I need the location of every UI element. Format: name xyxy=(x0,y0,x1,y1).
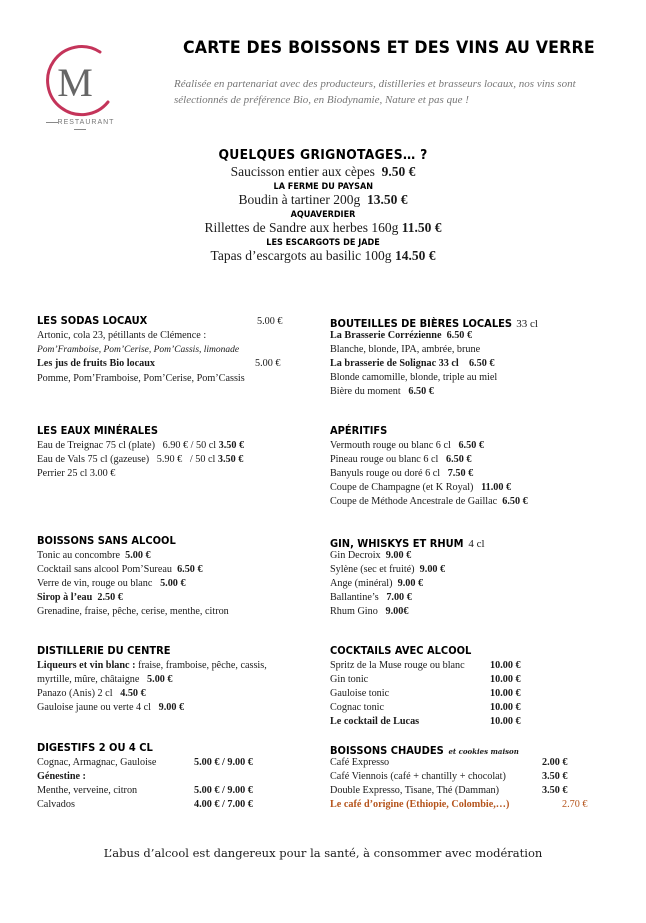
digestif-row xyxy=(37,770,297,784)
aperitifs-section xyxy=(330,424,620,509)
hot-row xyxy=(330,770,620,784)
sodas-section xyxy=(37,314,297,386)
digestif-row xyxy=(37,784,297,798)
distillery-section xyxy=(37,644,307,715)
water-size: / 50 cl xyxy=(189,454,216,465)
aperitif-row xyxy=(330,453,620,467)
beer-desc: Blanche, blonde, IPA, ambrée, brune xyxy=(330,344,481,355)
hot-row-highlight xyxy=(330,798,620,812)
hot-drinks-note: et cookies maison xyxy=(448,747,519,756)
sirop-flavors: Grenadine, fraise, pêche, cerise, menthe, citron xyxy=(37,606,229,617)
water-price-small: 3.50 € xyxy=(217,454,244,465)
aperitif-name: Vermouth rouge ou blanc 6 cl xyxy=(330,440,451,451)
juice-label: Les jus de fruits Bio locaux xyxy=(37,358,156,369)
cocktail-name: Le cocktail de Lucas xyxy=(330,716,420,727)
distillery-row xyxy=(37,701,307,715)
cocktail-name: Gin tonic xyxy=(330,674,369,685)
liqueur-flavors: fraise, framboise, pêche, cassis, xyxy=(138,660,267,671)
waters-title: LES EAUX MINÉRALES xyxy=(37,424,158,437)
spirits-section xyxy=(330,534,620,619)
cocktail-price: 10.00 € xyxy=(490,716,521,727)
snack-name: Tapas d’escargots au basilic 100g xyxy=(210,248,392,263)
soft-row xyxy=(37,577,297,591)
distillery-title: DISTILLERIE DU CENTRE xyxy=(37,644,171,657)
beer-price: 6.50 € xyxy=(446,330,473,341)
sodas-price: 5.00 € xyxy=(257,316,283,327)
hot-drinks-section xyxy=(330,741,620,812)
cocktail-row xyxy=(330,673,620,687)
digestifs-title: DIGESTIFS 2 OU 4 CL xyxy=(37,741,153,754)
cocktail-name: Cognac tonic xyxy=(330,702,385,713)
aperitif-price: 11.00 € xyxy=(481,482,512,493)
distillery-name: Gauloise jaune ou verte 4 cl xyxy=(37,702,152,713)
beers-unit: 33 cl xyxy=(516,318,538,330)
sirop-row xyxy=(37,591,297,605)
page-title: CARTE DES BOISSONS ET DES VINS AU VERRE xyxy=(183,38,595,58)
spirit-price: 9.00 € xyxy=(419,564,446,575)
aperitif-price: 6.50 € xyxy=(446,454,472,465)
spirit-price: 9.00 € xyxy=(385,550,412,561)
beer-row xyxy=(330,357,620,371)
spirit-row xyxy=(330,605,620,619)
water-price: 3.00 € xyxy=(89,468,116,479)
cocktail-name: Gauloise tonic xyxy=(330,688,390,699)
digestif-name: Calvados xyxy=(37,799,75,810)
cocktail-price: 10.00 € xyxy=(490,702,521,713)
aperitif-name: Coupe de Méthode Ancestrale de Gaillac xyxy=(330,496,498,507)
snack-producer: LA FERME DU PAYSAN xyxy=(273,182,373,192)
beer-row xyxy=(330,329,620,343)
aperitif-price: 6.50 € xyxy=(458,440,484,451)
beer-name: La brasserie de Solignac 33 cl xyxy=(330,358,459,369)
beer-name: La Brasserie Corrézienne xyxy=(330,330,442,341)
spirit-price: 9.00€ xyxy=(385,606,409,617)
digestif-price: 5.00 € / 9.00 € xyxy=(194,757,253,768)
snack-item xyxy=(0,220,646,236)
logo-restaurant-label: RESTAURANT xyxy=(57,119,115,126)
cocktails-section xyxy=(330,644,620,729)
distillery-row xyxy=(37,687,307,701)
aperitifs-title: APÉRITIFS xyxy=(330,424,388,437)
water-name: Eau de Vals 75 cl (gazeuse) xyxy=(37,454,150,465)
spirit-name: Gin Decroix xyxy=(330,550,381,561)
water-name: Eau de Treignac 75 cl (plate) xyxy=(37,440,155,451)
liqueur-row xyxy=(37,659,307,673)
cocktail-row xyxy=(330,659,620,673)
water-name: Perrier 25 cl xyxy=(37,468,88,479)
snack-price: 9.50 € xyxy=(381,164,416,179)
digestif-price: 5.00 € / 9.00 € xyxy=(194,785,253,796)
water-row xyxy=(37,453,297,467)
snack-producer: LES ESCARGOTS DE JADE xyxy=(266,238,380,248)
spirit-row xyxy=(330,591,620,605)
beer-desc: Blonde camomille, blonde, triple au miel xyxy=(330,372,498,383)
beer-row xyxy=(330,385,620,399)
spirit-name: Ange (minéral) xyxy=(330,578,393,589)
waters-section xyxy=(37,424,297,481)
soft-price: 6.50 € xyxy=(177,564,203,575)
sodas-flavors: Pom’Framboise, Pom’Cerise, Pom’Cassis, limonade xyxy=(37,345,240,355)
snack-name: Rillettes de Sandre aux herbes 160g xyxy=(204,220,399,235)
water-price: 6.90 € xyxy=(162,440,189,451)
aperitif-row xyxy=(330,495,620,509)
digestif-row xyxy=(37,756,297,770)
cocktail-price: 10.00 € xyxy=(490,688,521,699)
spirit-price: 9.00 € xyxy=(397,578,424,589)
liqueur-row xyxy=(37,673,307,687)
snack-item xyxy=(0,248,646,264)
snack-price: 11.50 € xyxy=(401,220,442,235)
snack-item xyxy=(0,192,646,208)
spirits-unit: 4 cl xyxy=(468,538,485,550)
spirit-name: Sylène (sec et fruité) xyxy=(330,564,415,575)
cocktail-price: 10.00 € xyxy=(490,660,521,671)
soft-name: Cocktail sans alcool Pom’Sureau xyxy=(37,564,172,575)
cocktail-price: 10.00 € xyxy=(490,674,521,685)
digestif-name: Génestine : xyxy=(37,771,86,782)
snack-price: 14.50 € xyxy=(394,248,436,263)
aperitif-name: Banyuls rouge ou doré 6 cl xyxy=(330,468,441,479)
hot-name: Double Expresso, Tisane, Thé (Damman) xyxy=(330,785,500,796)
beers-section xyxy=(330,314,620,399)
snacks-title: QUELQUES GRIGNOTAGES… ? xyxy=(218,148,428,163)
hot-price: 2.00 € xyxy=(542,757,568,768)
soft-drinks-title: BOISSONS SANS ALCOOL xyxy=(37,534,176,547)
distillery-price: 4.50 € xyxy=(120,688,146,699)
health-warning: L’abus d’alcool est dangereux pour la santé, à consommer avec modération xyxy=(103,846,543,860)
juice-flavors: Pomme, Pom’Framboise, Pom’Cerise, Pom’Cassis xyxy=(37,373,245,384)
cocktail-row xyxy=(330,687,620,701)
aperitif-name: Coupe de Champagne (et K Royal) xyxy=(330,482,474,493)
page-subtitle: Réalisée en partenariat avec des producteurs, distilleries et brasseurs locaux, nos vins sont sélectionnés de préférence Bio, en Biodynamie, Nature et pas que ! xyxy=(174,78,576,106)
hot-row xyxy=(330,756,620,770)
beer-name: Bière du moment xyxy=(330,386,401,397)
aperitif-price: 7.50 € xyxy=(447,468,474,479)
aperitif-name: Pineau rouge ou blanc 6 cl xyxy=(330,454,439,465)
liqueur-flavors-2: myrtille, mûre, châtaigne xyxy=(37,674,140,685)
distillery-name: Panazo (Anis) 2 cl xyxy=(37,688,113,699)
spirits-title: GIN, WHISKYS ET RHUM xyxy=(330,537,464,550)
water-price-small: 3.50 € xyxy=(218,440,245,451)
snack-name: Saucisson entier aux cèpes xyxy=(230,164,375,179)
soft-price: 5.00 € xyxy=(160,578,186,589)
logo-letter: M xyxy=(57,60,93,105)
aperitif-row xyxy=(330,481,620,495)
soft-drinks-section xyxy=(37,534,297,619)
water-price: 5.90 € xyxy=(156,454,183,465)
logo-text xyxy=(40,119,120,133)
soft-name: Verre de vin, rouge ou blanc xyxy=(37,578,153,589)
digestif-price: 4.00 € / 7.00 € xyxy=(194,799,253,810)
beer-price: 6.50 € xyxy=(408,386,434,397)
spirit-name: Rhum Gino xyxy=(330,606,378,617)
aperitif-row xyxy=(330,439,620,453)
liqueur-price: 5.00 € xyxy=(147,674,173,685)
water-size: / 50 cl xyxy=(190,440,217,451)
spirit-price: 7.00 € xyxy=(386,592,412,603)
soft-name: Tonic au concombre xyxy=(37,550,121,561)
water-row xyxy=(37,467,297,481)
snack-name: Boudin à tartiner 200g xyxy=(238,192,361,207)
snacks-section xyxy=(0,148,646,264)
snack-producer: AQUAVERDIER xyxy=(290,210,356,220)
logo-circle-icon xyxy=(22,44,132,124)
beers-title: BOUTEILLES DE BIÈRES LOCALES xyxy=(330,317,513,330)
sodas-line: Artonic, cola 23, pétillants de Clémence : xyxy=(37,330,207,341)
cocktail-row xyxy=(330,715,620,729)
liqueur-label: Liqueurs et vin blanc : xyxy=(37,660,136,671)
spirit-row xyxy=(330,549,620,563)
digestifs-section xyxy=(37,741,297,812)
spirit-row xyxy=(330,563,620,577)
cocktail-name: Spritz de la Muse rouge ou blanc xyxy=(330,660,465,671)
soft-price: 5.00 € xyxy=(125,550,151,561)
beer-price: 6.50 € xyxy=(468,358,495,369)
spirit-row xyxy=(330,577,620,591)
aperitif-price: 6.50 € xyxy=(502,496,528,507)
hot-name: Café Expresso xyxy=(330,757,390,768)
soft-row xyxy=(37,549,297,563)
hot-price: 2.70 € xyxy=(562,799,588,810)
digestif-name: Cognac, Armagnac, Gauloise xyxy=(37,757,157,768)
sodas-title: LES SODAS LOCAUX xyxy=(37,314,148,327)
hot-drinks-title: BOISSONS CHAUDES xyxy=(330,744,444,757)
hot-price: 3.50 € xyxy=(542,771,568,782)
spirit-name: Ballantine’s xyxy=(330,592,379,603)
sirop-name: Sirop à l’eau xyxy=(37,592,93,603)
water-row xyxy=(37,439,297,453)
cocktails-title: COCKTAILS AVEC ALCOOL xyxy=(330,644,472,657)
hot-price: 3.50 € xyxy=(542,785,568,796)
cocktail-row xyxy=(330,701,620,715)
distillery-price: 9.00 € xyxy=(158,702,185,713)
digestif-name: Menthe, verveine, citron xyxy=(37,785,138,796)
snack-price: 13.50 € xyxy=(367,192,408,207)
hot-row xyxy=(330,784,620,798)
aperitif-row xyxy=(330,467,620,481)
juice-price: 5.00 € xyxy=(255,358,281,369)
soft-row xyxy=(37,563,297,577)
hot-name: Le café d’origine (Ethiopie, Colombie,…) xyxy=(330,799,510,810)
snack-item xyxy=(0,164,646,180)
digestif-row xyxy=(37,798,297,812)
sirop-price: 2.50 € xyxy=(97,592,123,603)
hot-name: Café Viennois (café + chantilly + chocolat) xyxy=(330,771,506,782)
